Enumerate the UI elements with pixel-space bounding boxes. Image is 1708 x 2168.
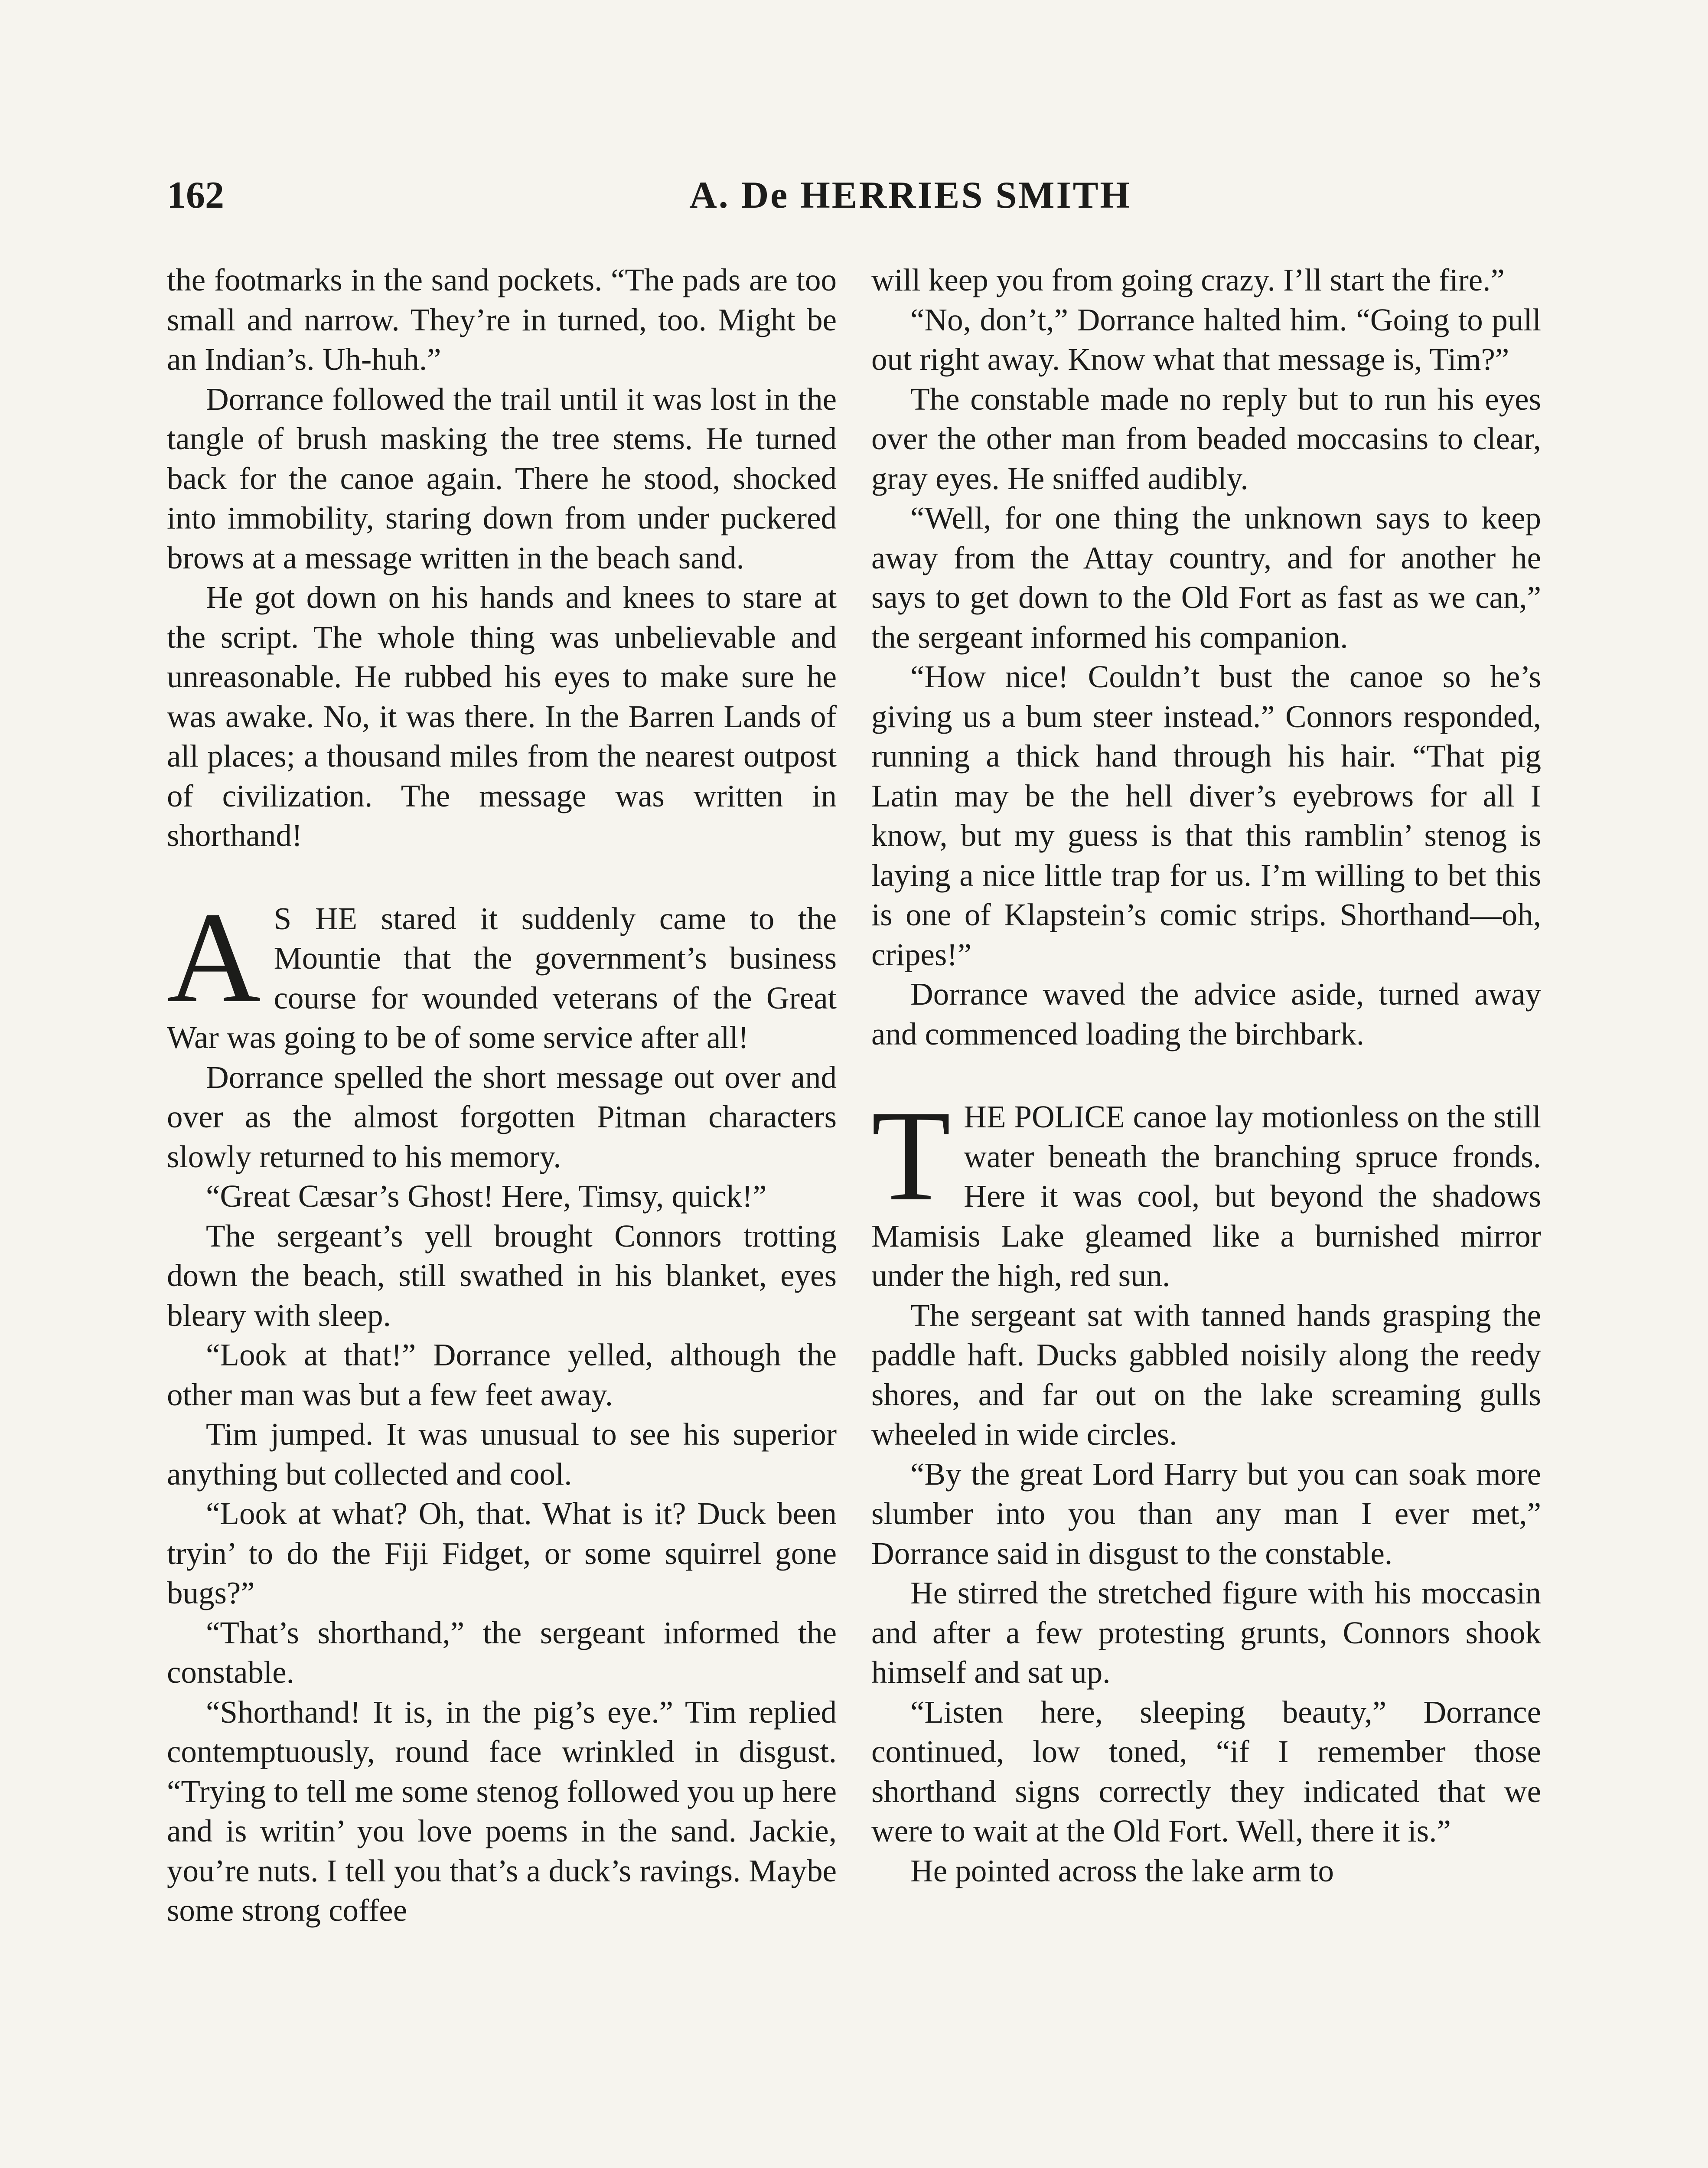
paragraph: the footmarks in the sand pockets. “The pads are too small and narrow. They’re in turned, too. Might be an Indian’s. Uh-huh.” bbox=[167, 262, 837, 377]
paragraph: “Great Cæsar’s Ghost! Here, Timsy, quick!” bbox=[206, 1179, 767, 1214]
paragraph: Dorrance spelled the short message out over and over as the almost forgotten Pitman characters slowly returned to his memory. bbox=[167, 1059, 837, 1174]
paragraph: “Look at that!” Dorrance yelled, although the other man was but a few feet away. bbox=[167, 1337, 837, 1412]
lead-in: HE POLICE bbox=[964, 1099, 1125, 1134]
paragraph: “No, don’t,” Dorrance halted him. “Going to pull out right away. Know what that message is, Tim?” bbox=[871, 302, 1541, 377]
paragraph: Tim jumped. It was unusual to see his superior anything but collected and cool. bbox=[167, 1417, 837, 1492]
paragraph-text: canoe lay motionless on the still water beneath the branching spruce fronds. Here it was cool, but beyond the shadows Mamisis Lake gleamed like a burnished mirror under the high, red sun. bbox=[871, 1099, 1541, 1293]
paragraph: He pointed across the lake arm to bbox=[910, 1853, 1334, 1888]
paragraph: He got down on his hands and knees to stare at the script. The whole thing was unbelievable and unreasonable. He rubbed his eyes to make sure he was awake. No, it was there. In the Barren Lands of all places; a thousand miles from the nearest outpost of civilization. The message was written in shorthand! bbox=[167, 580, 837, 853]
paragraph: “Look at what? Oh, that. What is it? Duck been tryin’ to do the Fiji Fidget, or some squirrel gone bugs?” bbox=[167, 1496, 837, 1610]
paragraph-text: stared it suddenly came to the Mountie that the government’s business course for wounded veterans of the Great War was going to be of some service after all! bbox=[167, 901, 837, 1055]
paragraph: Dorrance followed the trail until it was lost in the tangle of brush masking the tree stems. He turned back for the canoe again. There he stood, shocked into immobility, staring down from under puckered brows at a message written in the beach sand. bbox=[167, 381, 837, 575]
paragraph: The constable made no reply but to run his eyes over the other man from beaded moccasins to clear, gray eyes. He sniffed audibly. bbox=[871, 381, 1541, 496]
paragraph: The sergeant’s yell brought Connors trotting down the beach, still swathed in his blanket, eyes bleary with sleep. bbox=[167, 1218, 837, 1333]
paragraph: “By the great Lord Harry but you can soak more slumber into you than any man I ever met,” Dorrance said in disgust to the constable. bbox=[871, 1456, 1541, 1571]
page-number: 162 bbox=[167, 174, 224, 216]
drop-cap: A bbox=[167, 885, 261, 1029]
section-break bbox=[167, 855, 837, 899]
section-break bbox=[871, 1054, 1541, 1097]
paragraph: will keep you from going crazy. I’ll start the fire.” bbox=[871, 262, 1505, 297]
paragraph: “Well, for one thing the unknown says to keep away from the Attay country, and for another he says to get down to the Old Fort as fast as we can,” the sergeant informed his companion. bbox=[871, 500, 1541, 655]
paragraph: The sergeant sat with tanned hands grasping the paddle haft. Ducks gabbled noisily along the reedy shores, and far out on the lake screaming gulls wheeled in wide circles. bbox=[871, 1297, 1541, 1452]
paragraph: He stirred the stretched figure with his moccasin and after a few protesting grunts, Connors shook himself and sat up. bbox=[871, 1575, 1541, 1690]
drop-cap: T bbox=[871, 1084, 951, 1228]
paragraph: “How nice! Couldn’t bust the canoe so he’s giving us a bum steer instead.” Connors responded, running a thick hand through his hair. “That pig Latin may be the hell diver’s eyebrows for all I know, but my guess is that this ramblin’ stenog is laying a nice little trap for us. I’m willing to bet this is one of Klapstein’s comic strips. Shorthand—oh, cripes!” bbox=[871, 659, 1541, 972]
paragraph: “Shorthand! It is, in the pig’s eye.” Tim replied contemptuously, round face wrinkled in disgust. “Trying to tell me some stenog followed you up here and is writin’ you love poems in the sand. Jackie, you’re nuts. I tell you that’s a duck’s ravings. Maybe some strong coffee bbox=[167, 1694, 837, 1928]
running-head: A. De HERRIES SMITH bbox=[689, 174, 1131, 216]
lead-in: S HE bbox=[274, 901, 358, 936]
section-opening-paragraph bbox=[167, 885, 837, 1058]
paragraph: Dorrance waved the advice aside, turned away and commenced loading the birchbark. bbox=[871, 976, 1541, 1051]
section-opening-paragraph bbox=[871, 1084, 1541, 1296]
paragraph: “That’s shorthand,” the sergeant informed the constable. bbox=[167, 1615, 837, 1690]
left-column bbox=[167, 260, 837, 2168]
right-column bbox=[871, 260, 1541, 2168]
paragraph: “Listen here, sleeping beauty,” Dorrance continued, low toned, “if I remember those shorthand signs correctly they indicated that we were to wait at the Old Fort. Well, there it is.” bbox=[871, 1694, 1541, 1848]
